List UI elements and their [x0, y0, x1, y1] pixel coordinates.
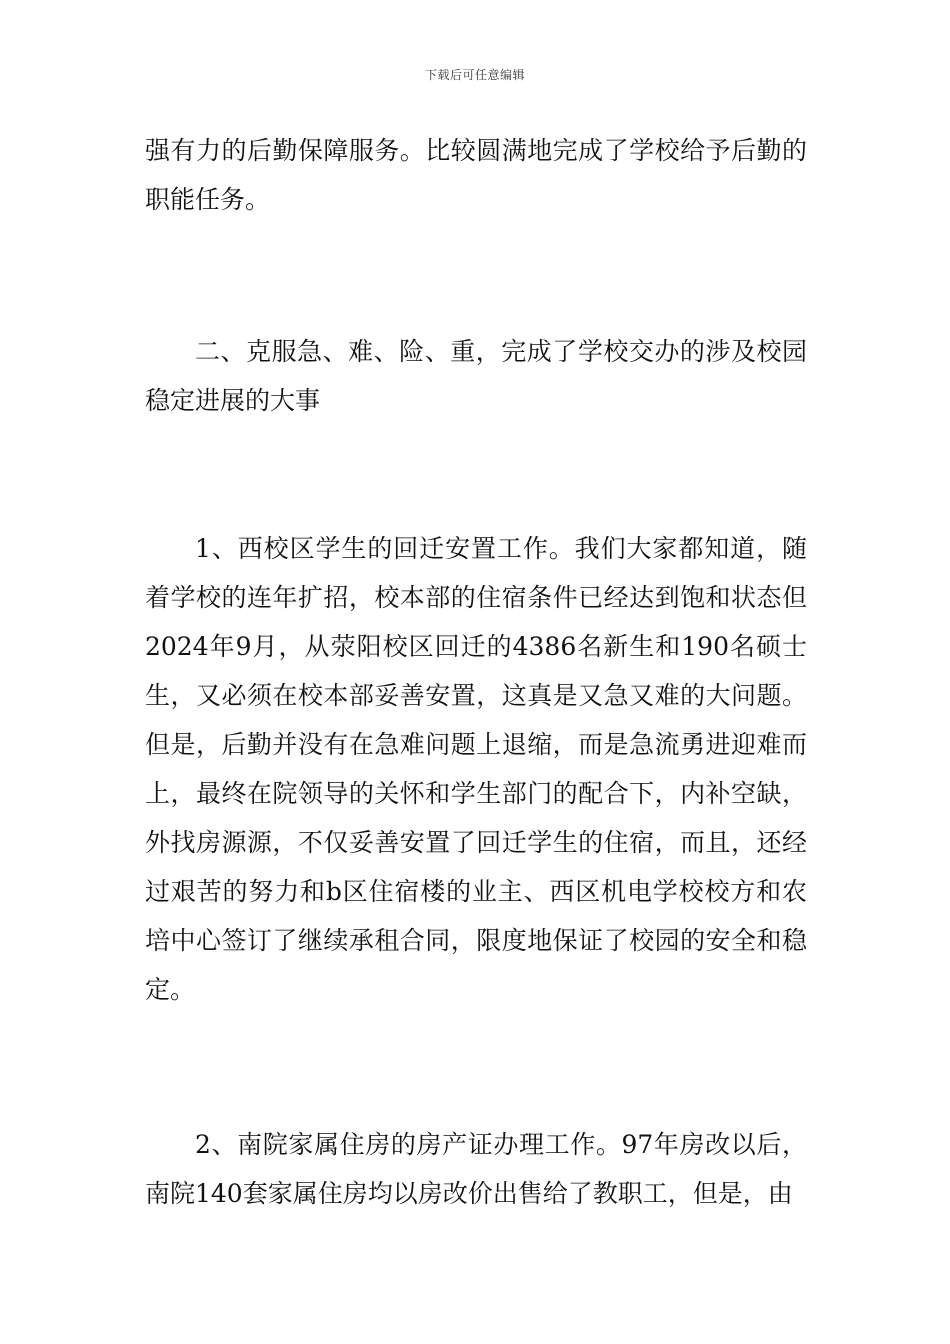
page-header: 下载后可任意编辑 — [424, 68, 525, 82]
paragraph-continuation: 强有力的后勤保障服务。比较圆满地完成了学校给予后勤的职能任务。 — [145, 136, 807, 214]
paragraph-item-2: 2、南院家属住房的房产证办理工作。97年房改以后，南院140套家属住房均以房改价出售给了教职工，但是，由 — [145, 1130, 807, 1208]
section-heading: 二、克服急、难、险、重，完成了学校交办的涉及校园稳定进展的大事 — [145, 337, 807, 415]
paragraph-item-1: 1、西校区学生的回迁安置工作。我们大家都知道，随着学校的连年扩招，校本部的住宿条件已经达到饱和状态但2024年9月，从荥阳校区回迁的4386名新生和190名硕士生，又必须在校本部妥善安置，这真是又急又难的大问题。但是，后勤并没有在急难问题上退缩，而是急流勇进迎难而上，最终在院领导的关怀和学生部门的配合下，内补空缺，外找房源源，不仅妥善安置了回迁学生的住宿，而且，还经过艰苦的努力和b区住宿楼的业主、西区机电学校校方和农培中心签订了继续承租合同，限度地保证了校园的安全和稳定。 — [145, 534, 807, 1004]
